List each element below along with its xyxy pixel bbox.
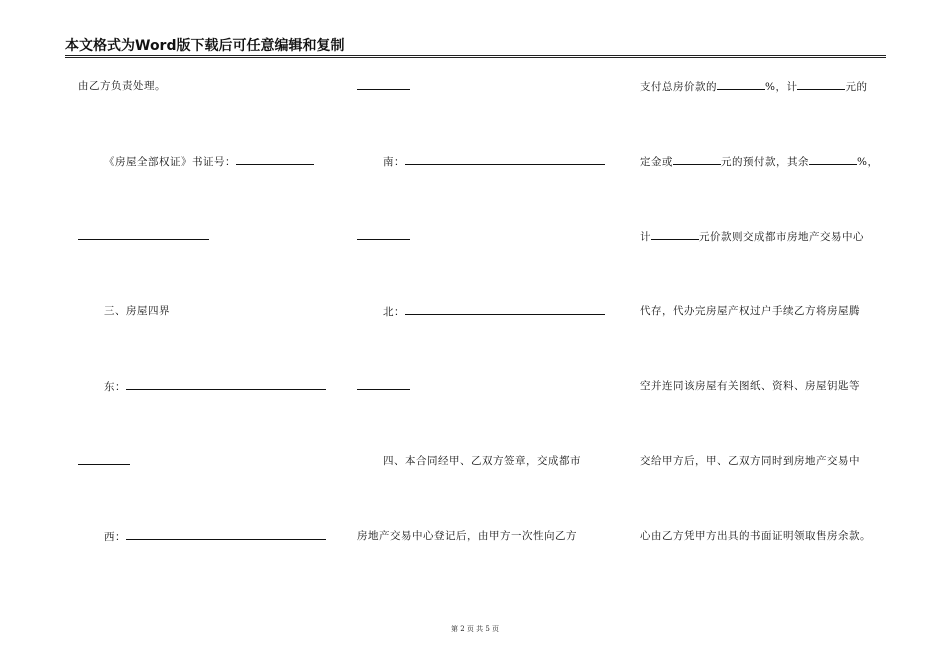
label-west: 西： [104, 531, 126, 543]
text-line [104, 379, 326, 394]
blank-field [357, 229, 410, 240]
label-east: 东： [104, 381, 126, 393]
text-segment: 元的预付款，其余 [721, 156, 809, 168]
text-segment: 定金或 [640, 156, 673, 168]
label-south: 南： [383, 156, 405, 168]
text-line: 空并连同该房屋有关图纸、资料、房屋钥匙等 [640, 380, 860, 392]
text-line [383, 154, 605, 169]
text-line [640, 154, 878, 169]
text-line: 房地产交易中心登记后，由甲方一次性向乙方 [357, 530, 577, 542]
text-line [357, 79, 410, 94]
blank-field [126, 379, 326, 390]
text-line [357, 379, 410, 394]
column-left [0, 0, 340, 672]
text-segment: 支付总房价款的 [640, 81, 717, 93]
blank-field [809, 154, 857, 165]
column-right [620, 0, 950, 672]
blank-field [717, 79, 765, 90]
text-line: 心由乙方凭甲方出具的书面证明领取售房余款。 [640, 530, 871, 542]
text-line [104, 529, 326, 544]
text-segment: 元的 [845, 81, 868, 93]
text-line: 代存，代办完房屋产权过户手续乙方将房屋腾 [640, 305, 860, 317]
text-line [104, 154, 314, 169]
blank-field [405, 154, 605, 165]
blank-field [357, 379, 410, 390]
text-line: 由乙方负责处理。 [78, 80, 166, 92]
page-header-title: 本文格式为Word版下载后可任意编辑和复制 [65, 38, 345, 54]
text-line [383, 304, 605, 319]
label-north: 北： [383, 306, 405, 318]
blank-field [797, 79, 845, 90]
text-line [78, 454, 130, 469]
blank-field [78, 454, 130, 465]
blank-field [357, 79, 410, 90]
text-line [78, 229, 209, 244]
blank-field [78, 229, 209, 240]
text-segment: %，计 [765, 81, 798, 93]
text-segment: %， [857, 156, 879, 168]
text-line [357, 229, 410, 244]
blank-field [405, 304, 605, 315]
blank-field [673, 154, 721, 165]
blank-field [126, 529, 326, 540]
text-segment: 计 [640, 231, 651, 243]
blank-field [236, 154, 314, 165]
text-line: 交给甲方后，甲、乙双方同时到房地产交易中 [640, 455, 860, 467]
column-middle [340, 0, 620, 672]
label-certificate-number: 《房屋全部权证》书证号： [104, 156, 236, 168]
section-title-boundaries: 三、房屋四界 [104, 305, 170, 317]
clause-four-line: 四、本合同经甲、乙双方签章，交成都市 [383, 455, 581, 467]
blank-field [651, 229, 699, 240]
text-line [640, 229, 864, 244]
text-line [640, 79, 867, 94]
page-number: 第 2 页 共 5 页 [450, 625, 500, 633]
text-segment: 元价款则交成都市房地产交易中心 [699, 231, 864, 243]
